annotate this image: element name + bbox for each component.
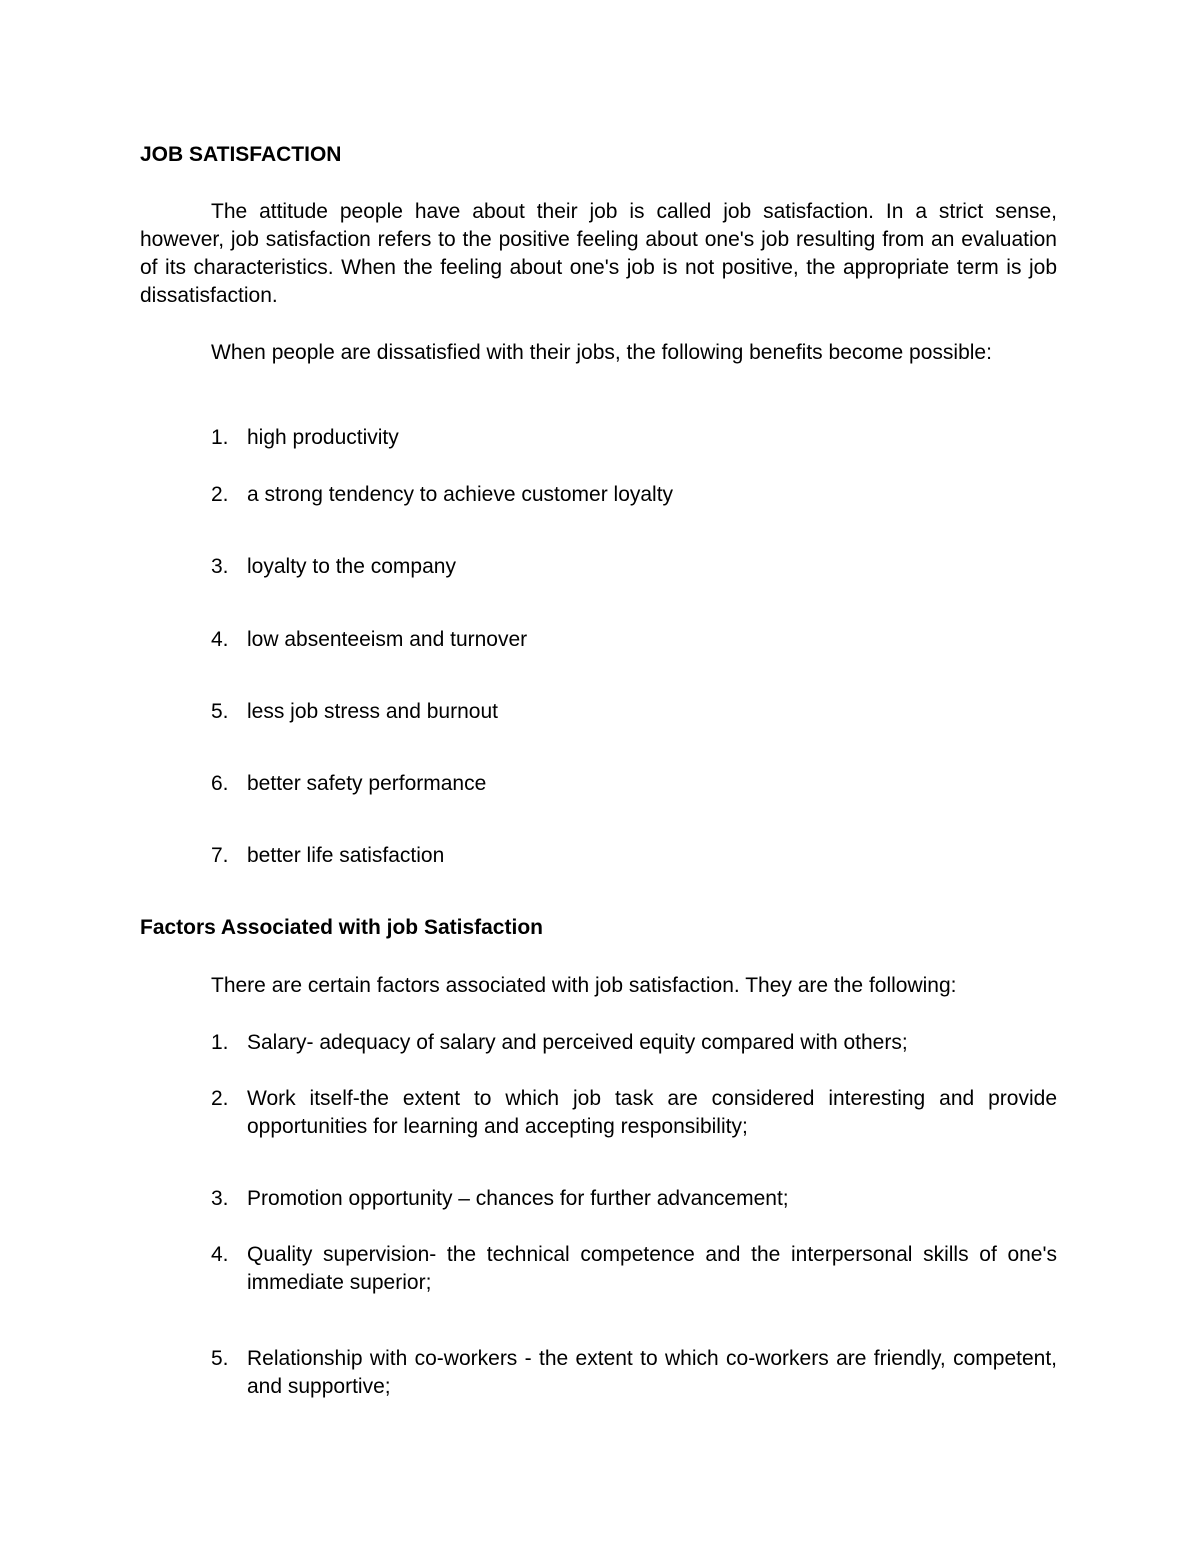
list-item xyxy=(211,481,1057,509)
list-item xyxy=(211,626,1057,654)
list-item-text: a strong tendency to achieve customer loyalty xyxy=(247,483,674,506)
paragraph-definition: The attitude people have about their job is called job satisfaction. In a strict sense, however, job satisfaction refers to the positive feeling about one's job resulting from an evaluation of its characteristics. When the feeling about one's job is not positive, the appropriate term is job dissatisfaction. xyxy=(140,200,1057,307)
list-item xyxy=(211,842,1057,870)
list-item xyxy=(211,770,1057,798)
list-item-text: Work itself-the extent to which job task are considered interesting and provide opportunities for learning and accepting responsibility; xyxy=(247,1087,1057,1138)
list-item xyxy=(211,1185,1057,1213)
list-item-number: 3. xyxy=(211,1187,229,1210)
section-title-factors: Factors Associated with job Satisfaction xyxy=(140,916,543,939)
list-item xyxy=(211,1029,1057,1057)
list-item xyxy=(211,424,1057,452)
list-item-number: 3. xyxy=(211,555,229,578)
list-item-text: low absenteeism and turnover xyxy=(247,628,528,651)
list-item-number: 2. xyxy=(211,483,229,506)
list-item xyxy=(211,553,1057,581)
document-page xyxy=(140,0,1057,1553)
list-item-text: better safety performance xyxy=(247,772,487,795)
list-item-number: 5. xyxy=(211,1347,229,1370)
paragraph-benefits-intro: When people are dissatisfied with their jobs, the following benefits become possible: xyxy=(211,341,992,364)
paragraph-factors-intro: There are certain factors associated with job satisfaction. They are the following: xyxy=(211,974,957,997)
list-item-text: Salary- adequacy of salary and perceived equity compared with others; xyxy=(247,1031,908,1054)
list-item-text: Quality supervision- the technical competence and the interpersonal skills of one's immediate superior; xyxy=(247,1243,1057,1294)
list-item-text: Promotion opportunity – chances for further advancement; xyxy=(247,1187,789,1210)
list-item xyxy=(211,698,1057,726)
list-item xyxy=(211,1241,1057,1297)
section-title-job-satisfaction: JOB SATISFACTION xyxy=(140,143,342,166)
list-item xyxy=(211,1345,1057,1401)
list-item-text: loyalty to the company xyxy=(247,555,456,578)
list-item-text: high productivity xyxy=(247,426,399,449)
list-item-number: 1. xyxy=(211,426,229,449)
list-item-text: less job stress and burnout xyxy=(247,700,498,723)
list-item xyxy=(211,1085,1057,1141)
list-item-number: 4. xyxy=(211,628,229,651)
list-item-number: 5. xyxy=(211,700,229,723)
list-item-number: 2. xyxy=(211,1087,229,1110)
list-item-text: Relationship with co-workers - the extent to which co-workers are friendly, competent, and supportive; xyxy=(247,1347,1057,1398)
list-item-number: 7. xyxy=(211,844,229,867)
list-item-number: 1. xyxy=(211,1031,229,1054)
list-item-number: 4. xyxy=(211,1243,229,1266)
list-item-text: better life satisfaction xyxy=(247,844,445,867)
list-item-number: 6. xyxy=(211,772,229,795)
